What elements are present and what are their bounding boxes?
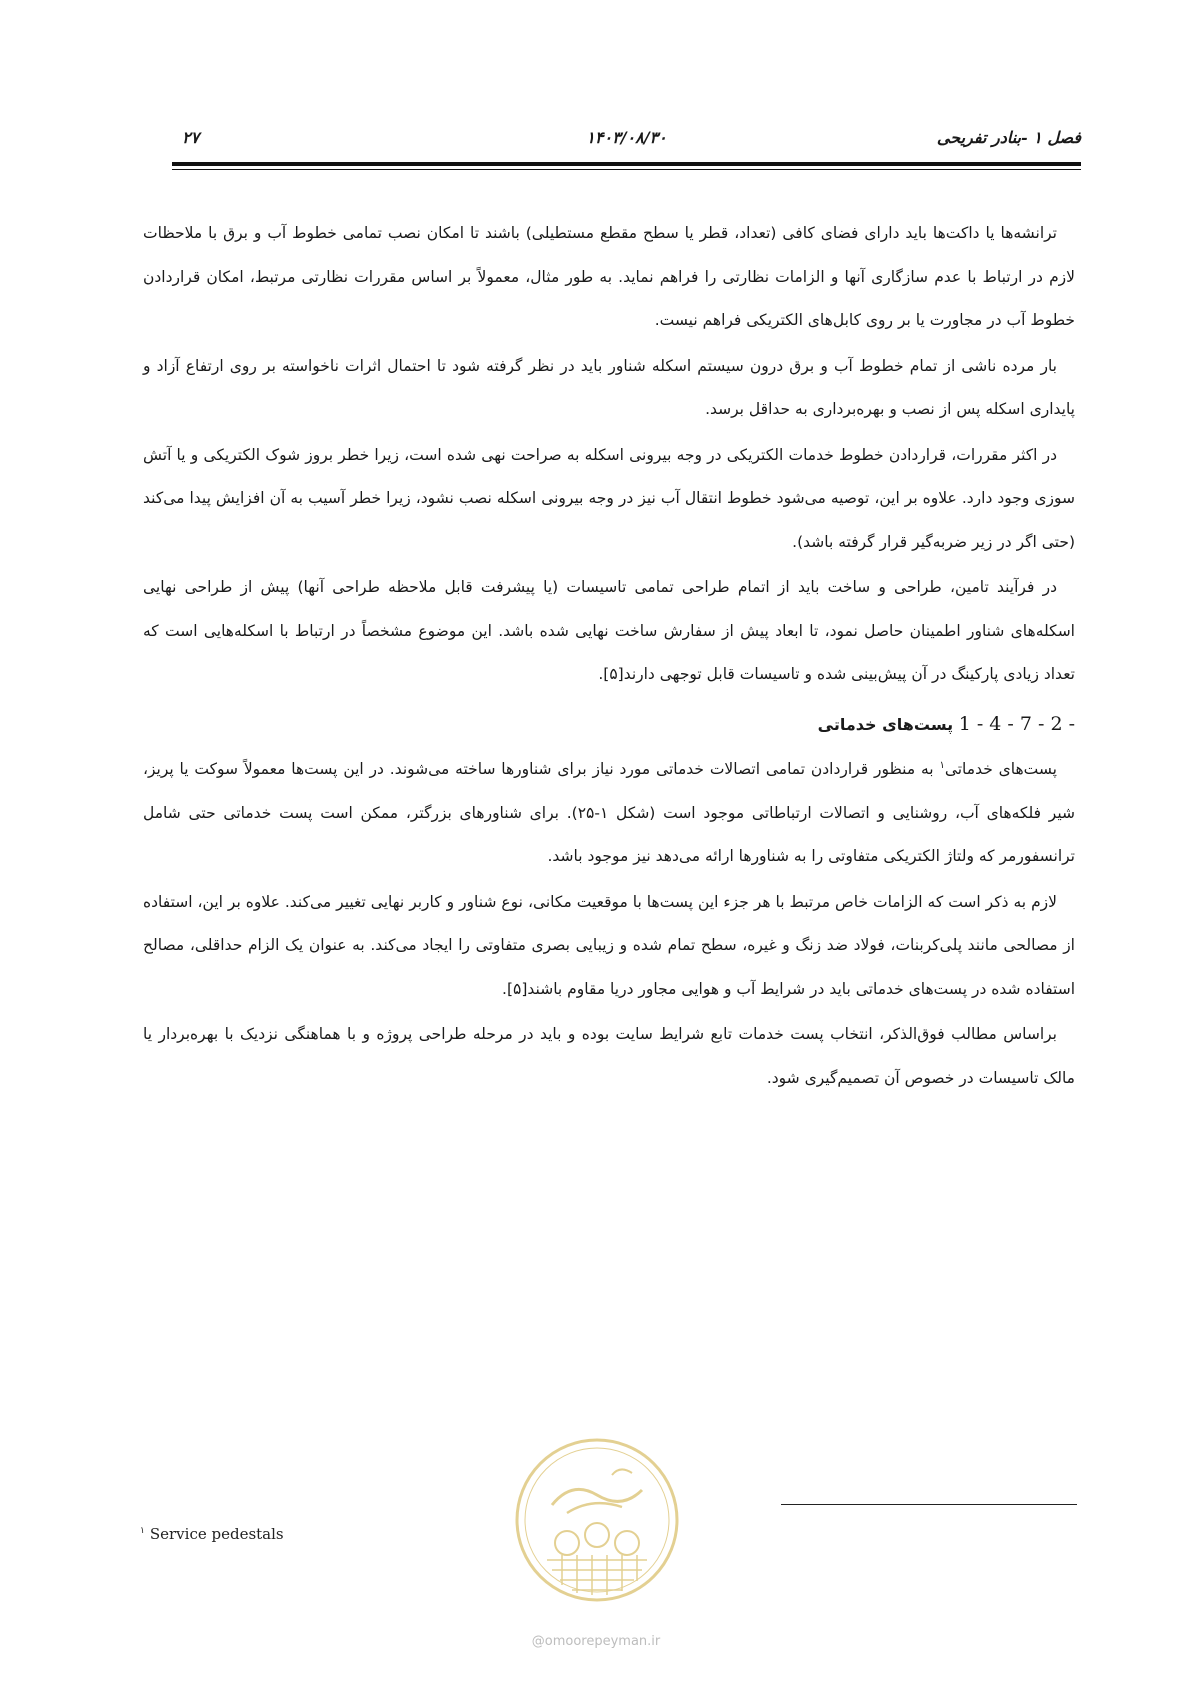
paragraph: ترانشه‌ها یا داکت‌ها باید دارای فضای کافی (تعداد، قطر یا سطح مقطع مستطیلی) باشند تا امکان نصب تمامی خطوط آب و برق با ملاحظات لازم در ارتباط با عدم سازگاری آنها و الزامات نظارتی را فراهم نماید. به طور مثال، معمولاً بر اساس مقررات نظارتی مرتبط، امکان قراردادن خطوط آب در مجاورت یا بر روی کابل‌های الکتریکی فراهم نیست. (143, 224, 1075, 329)
paragraph: براساس مطالب فوق‌الذکر، انتخاب پست خدمات تابع شرایط سایت بوده و باید در مرحله طراحی پروژه و با هماهنگی نزدیک با بهره‌بردار یا مالک تاسیسات در خصوص آن تصمیم‌گیری شود. (143, 1025, 1075, 1087)
footnote-separator (781, 1504, 1077, 1505)
footnote-number: ۱ (140, 1526, 145, 1536)
paragraph: در اکثر مقررات، قراردادن خطوط خدمات الکتریکی در وجه بیرونی اسکله به صراحت نهی شده است، زیرا خطر بروز شوک الکتریکی و یا آتش سوزی وجود دارد. علاوه بر این، توصیه می‌شود خطوط انتقال آب نیز در وجه بیرونی اسکله نصب نشود، زیرا خطر آسیب به آن افزایش پیدا می‌کند (حتی اگر در زیر ضربه‌گیر قرار گرفته باشد). (143, 445, 1075, 551)
chapter-title: فصل ۱ -بنادر تفریحی (936, 128, 1081, 147)
section-number: 1 - 4 - 7 - 2 - (958, 712, 1075, 735)
footnote (140, 1525, 284, 1543)
footnote-text: Service pedestals (149, 1525, 284, 1543)
section-title: پست‌های خدماتی (817, 714, 954, 734)
footnote-marker[interactable]: ۱ (939, 759, 945, 771)
page-body (143, 212, 1075, 1102)
watermark-url: @omoorepeyman.ir (531, 1634, 661, 1649)
paragraph: در فرآیند تامین، طراحی و ساخت باید از اتمام طراحی تمامی تاسیسات (یا پیشرفت قابل ملاحظه طراحی آنها) پیش از طراحی نهایی اسکله‌های شناور اطمینان حاصل نمود، تا ابعاد پیش از سفارش ساخت نهایی شده باشد. این موضوع مشخصاً در ارتباط با اسکله‌هایی است که تعداد زیادی پارکینگ در آن پیش‌بینی شده و تاسیسات قابل توجهی دارند[۵]. (143, 578, 1075, 683)
paragraph: بار مرده ناشی از تمام خطوط آب و برق درون سیستم اسکله شناور باید در نظر گرفته شود تا احتمال اثرات ناخواسته بر روی ارتفاع آزاد و پایداری اسکله پس از نصب و بهره‌برداری به حداقل برسد. (143, 356, 1075, 418)
header-date: ۱۴۰۳/۰۸/۳۰ (586, 128, 667, 147)
header-rule-thin (172, 169, 1081, 170)
section-heading (143, 703, 1075, 747)
footnote-anchor-text: پست‌های خدماتی (944, 760, 1057, 778)
page-header (172, 128, 1081, 158)
header-rule-thick (172, 162, 1081, 166)
watermark-logo-icon (512, 1435, 682, 1605)
paragraph (143, 748, 1075, 879)
page-number: ۲۷ (182, 128, 200, 147)
paragraph: لازم به ذکر است که الزامات خاص مرتبط با هر جزء این پست‌ها با موقعیت مکانی، نوع شناور و کاربر نهایی تغییر می‌کند. علاوه بر این، استفاده از مصالحی مانند پلی‌کربنات، فولاد ضد زنگ و غیره، سطح تمام شده و زیبایی بصری متفاوتی را ایجاد می‌کند. به عنوان یک الزام حداقلی، مصالح استفاده شده در پست‌های خدماتی باید در شرایط آب و هوایی مجاور دریا مقاوم باشند[۵]. (143, 892, 1075, 998)
paragraph-text: به منظور قراردادن تمامی اتصالات خدماتی مورد نیاز برای شناورها ساخته می‌شوند. در این پست‌ها معمولاً سوکت یا پریز، شیر فلکه‌های آب، روشنایی و اتصالات ارتباطاتی موجود است (شکل ۱-۲۵). برای شناورهای بزرگتر، ممکن است پست خدماتی حتی شامل ترانسفورمر که ولتاژ الکتریکی متفاوتی را به شناورها ارائه می‌دهد نیز موجود باشد. (143, 760, 1075, 865)
